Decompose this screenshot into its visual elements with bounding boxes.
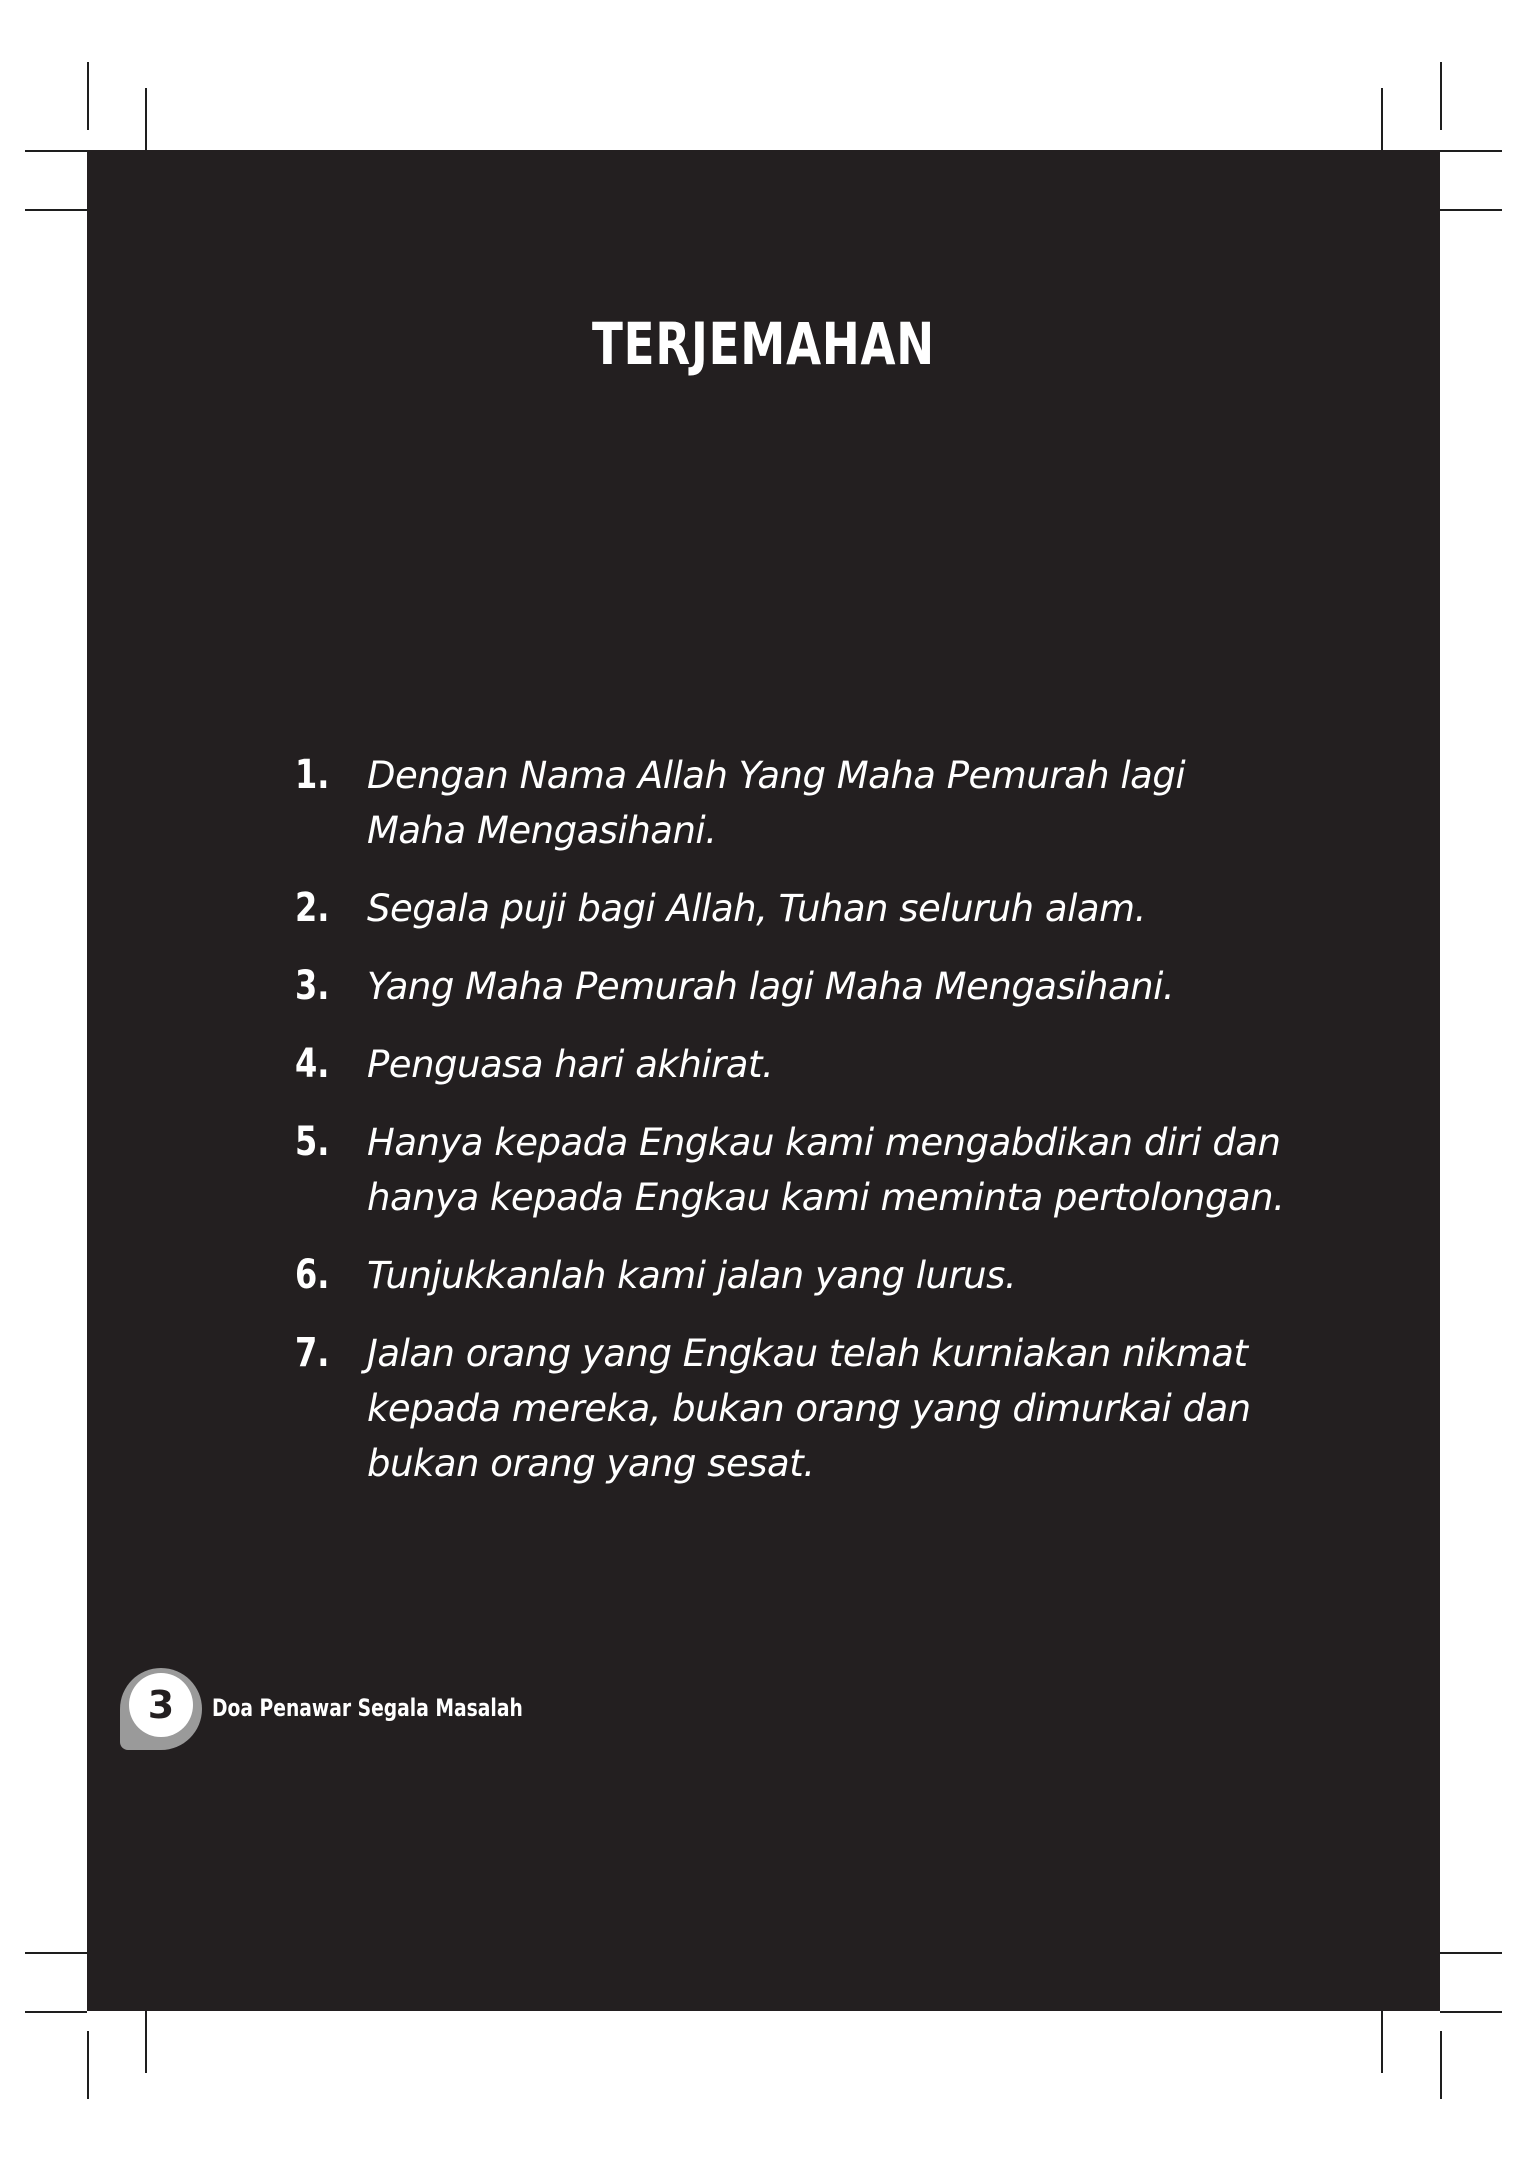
list-item (295, 1248, 1335, 1303)
crop-mark (1381, 2011, 1383, 2073)
crop-mark (25, 209, 87, 211)
crop-mark (1381, 88, 1383, 150)
running-title: Doa Penawar Segala Masalah (212, 1694, 523, 1722)
crop-mark (145, 2011, 147, 2073)
verse-text: Segala puji bagi Allah, Tuhan seluruh alam. (367, 887, 1146, 930)
verse-number: 3. (295, 963, 330, 1009)
crop-mark (145, 88, 147, 150)
verse-text: Jalan orang yang Engkau telah kurniakan nikmat kepada mereka, bukan orang yang dimurkai dan bukan orang yang sesat. (367, 1332, 1251, 1485)
verse-number: 6. (295, 1252, 330, 1298)
crop-mark (1440, 2011, 1502, 2013)
verse-number: 1. (295, 752, 330, 798)
verse-text: Dengan Nama Allah Yang Maha Pemurah lagi Maha Mengasihani. (367, 754, 1186, 852)
crop-mark (25, 150, 87, 152)
list-item (295, 1326, 1335, 1491)
verse-number: 2. (295, 885, 330, 931)
crop-mark (25, 2011, 87, 2013)
page-number: 3 (129, 1673, 193, 1737)
verse-text: Hanya kepada Engkau kami mengabdikan diri dan hanya kepada Engkau kami meminta pertolongan. (367, 1121, 1285, 1219)
crop-mark (25, 1952, 87, 1954)
page-number-badge (120, 1668, 202, 1750)
crop-mark (87, 2031, 89, 2099)
verse-text: Penguasa hari akhirat. (367, 1043, 774, 1086)
page-title: TERJEMAHAN (592, 310, 935, 378)
verse-number: 5. (295, 1119, 330, 1165)
verse-text: Tunjukkanlah kami jalan yang lurus. (367, 1254, 1017, 1297)
crop-mark (1440, 150, 1502, 152)
crop-mark (1440, 62, 1442, 130)
list-item (295, 1037, 1335, 1092)
crop-mark (1440, 209, 1502, 211)
list-item (295, 881, 1335, 936)
list-item (295, 748, 1335, 858)
crop-mark (87, 62, 89, 130)
crop-mark (1440, 1952, 1502, 1954)
verse-list (295, 748, 1335, 1514)
verse-text: Yang Maha Pemurah lagi Maha Mengasihani. (367, 965, 1175, 1008)
crop-mark (1440, 2031, 1442, 2099)
page-panel (87, 150, 1440, 2011)
verse-number: 7. (295, 1330, 330, 1376)
list-item (295, 1115, 1335, 1225)
verse-number: 4. (295, 1041, 330, 1087)
list-item (295, 959, 1335, 1014)
